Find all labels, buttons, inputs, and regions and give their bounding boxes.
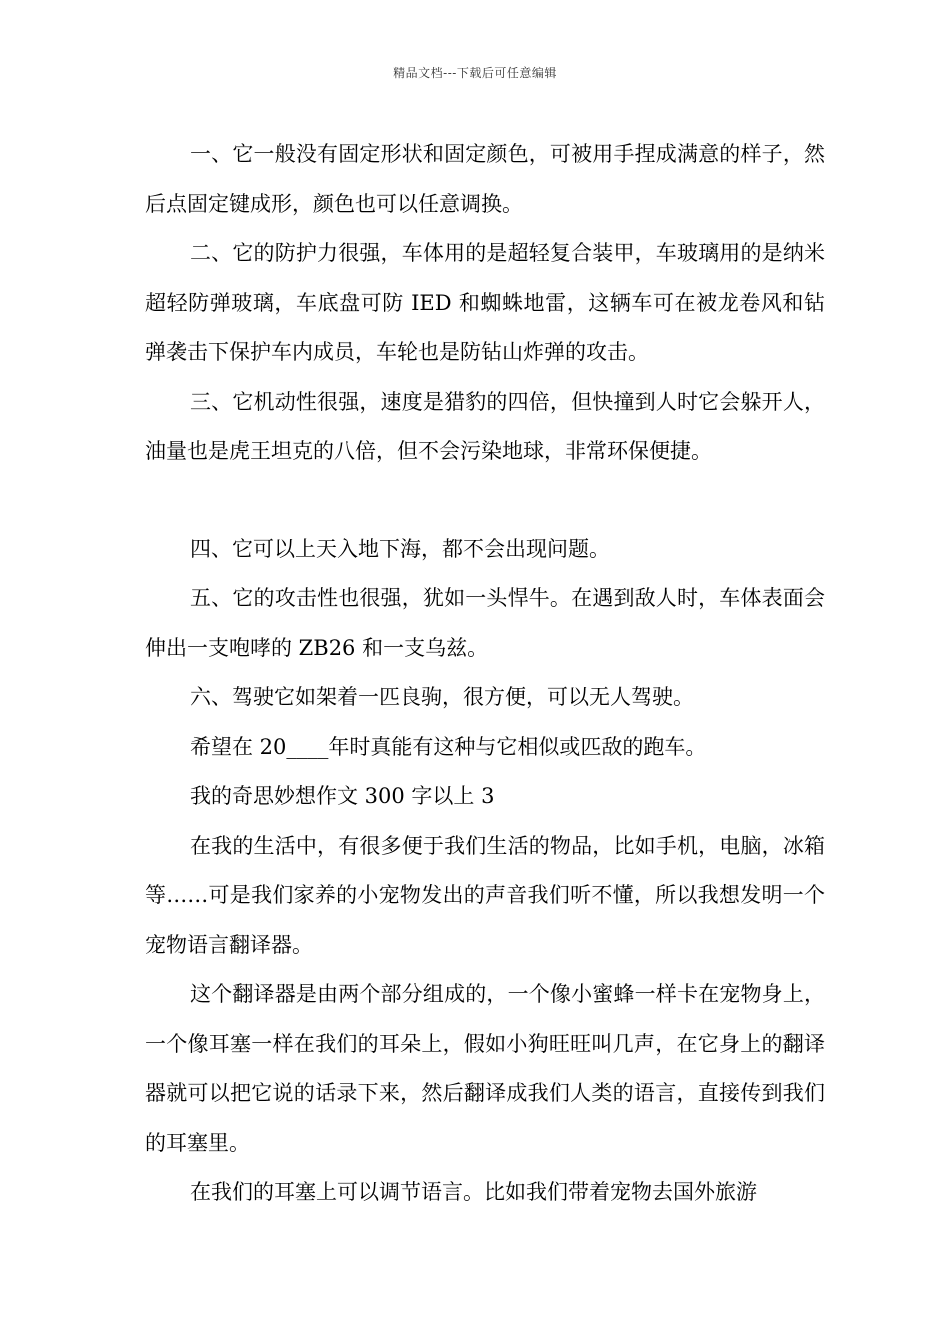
document-body: [145, 130, 825, 1218]
paragraph-5: 五、它的攻击性也很强，犹如一头悍牛。在遇到敌人时，车体表面会伸出一支咆哮的 ZB26 和一支乌兹。: [145, 586, 825, 660]
section-title: 我的奇思妙想作文 300 字以上 3: [190, 784, 495, 808]
paragraph-1: 一、它一般没有固定形状和固定颜色，可被用手捏成满意的样子，然后点固定键成形，颜色也可以任意调换。: [145, 142, 825, 216]
paragraph-gap: [145, 477, 825, 525]
paragraph-4: 四、它可以上天入地下海，都不会出现问题。: [190, 536, 610, 561]
paragraph-8: 在我的生活中，有很多便于我们生活的物品，比如手机，电脑，冰箱等……可是我们家养的小宠物发出的声音我们听不懂，所以我想发明一个宠物语言翻译器。: [145, 833, 825, 957]
paragraph-7: 希望在 20____年时真能有这种与它相似或匹敌的跑车。: [190, 734, 707, 759]
paragraph-10: 在我们的耳塞上可以调节语言。比如我们带着宠物去国外旅游: [190, 1180, 757, 1204]
paragraph-6: 六、驾驶它如架着一匹良驹，很方便，可以无人驾驶。: [190, 685, 694, 709]
paragraph-3: 三、它机动性很强，速度是猎豹的四倍，但快撞到人时它会躲开人，油量也是虎王坦克的八倍，但不会污染地球，非常环保便捷。: [145, 389, 825, 463]
paragraph-2: 二、它的防护力很强，车体用的是超轻复合装甲，车玻璃用的是纳米超轻防弹玻璃，车底盘可防 IED 和蜘蛛地雷，这辆车可在被龙卷风和钻弹袭击下保护车内成员，车轮也是防钻山炸弹的攻击。: [145, 241, 825, 364]
page-header: 精品文档---下载后可任意编辑: [393, 66, 557, 80]
paragraph-9: 这个翻译器是由两个部分组成的，一个像小蜜蜂一样卡在宠物身上，一个像耳塞一样在我们的耳朵上，假如小狗旺旺叫几声，在它身上的翻译器就可以把它说的话录下来，然后翻译成我们人类的语言，直接传到我们的耳塞里。: [145, 982, 825, 1155]
